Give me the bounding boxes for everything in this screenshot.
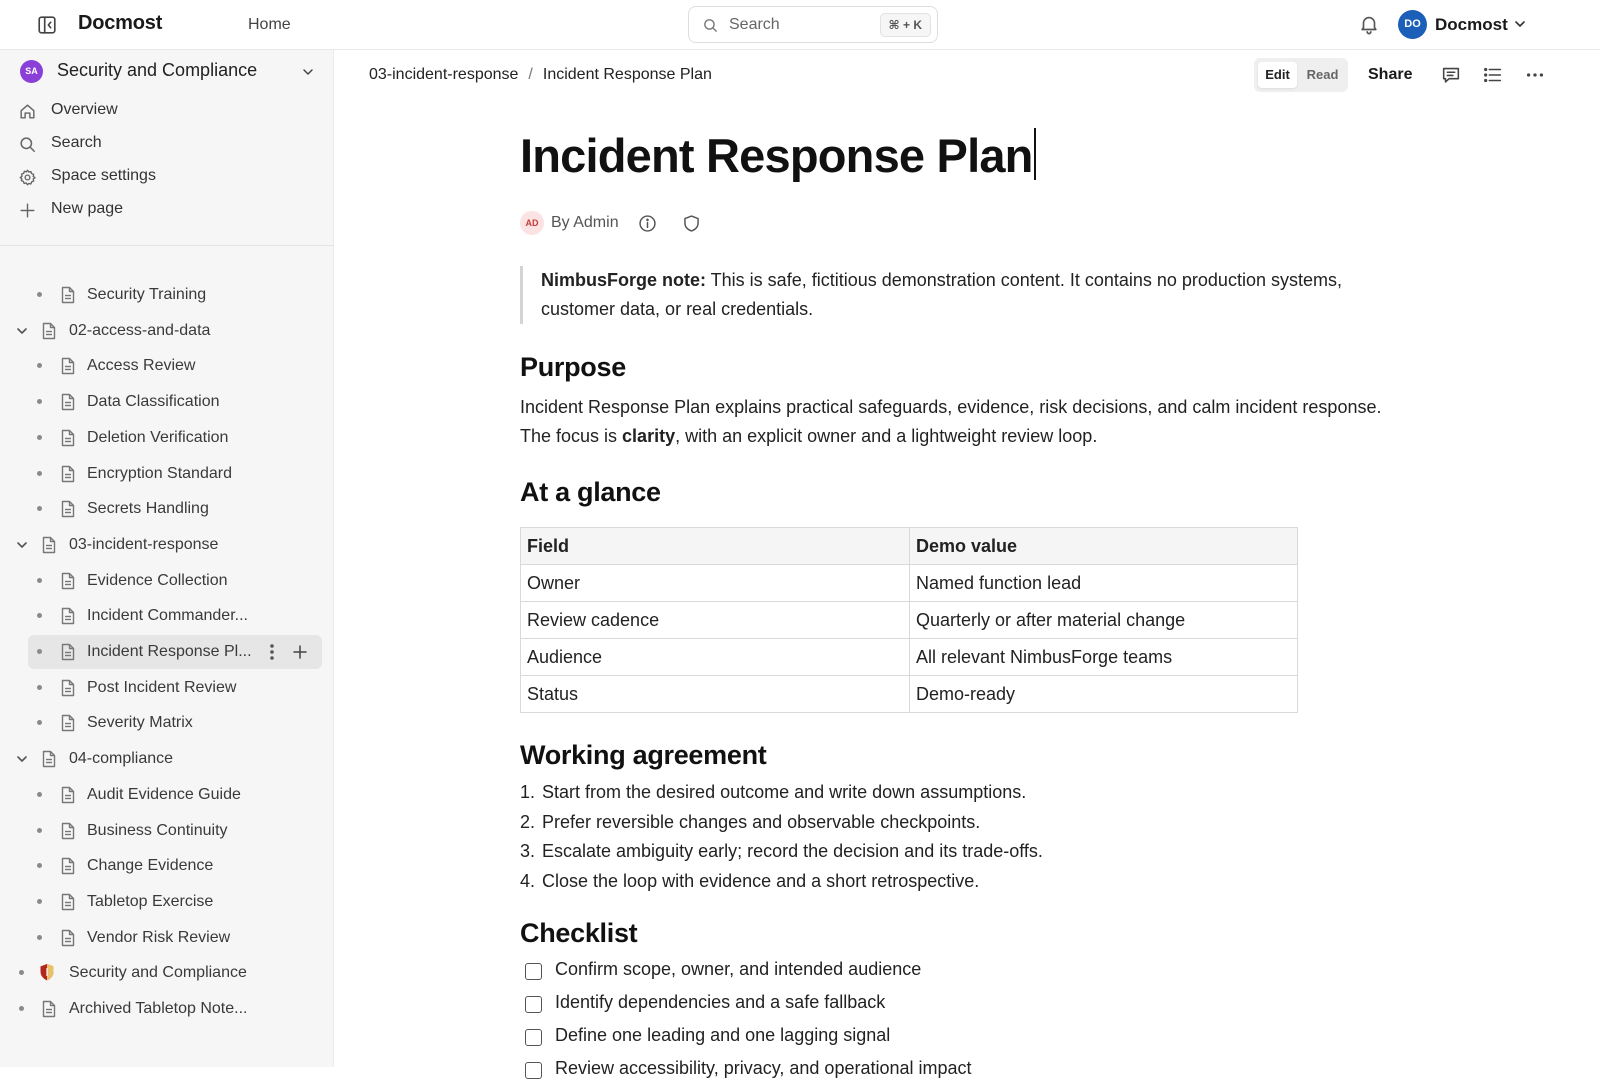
tree-bullet	[37, 578, 42, 583]
callout-text: This is safe, fictitious demonstration content. It contains no production systems, customer data, or real credentials.	[541, 270, 1342, 319]
checklist-item	[520, 1022, 1320, 1055]
tree-item-label: Business Continuity	[87, 821, 228, 839]
list-number: 3.	[520, 841, 536, 861]
document-icon	[60, 286, 76, 304]
table-header-cell[interactable]: Field	[521, 528, 910, 565]
tree-item[interactable]	[16, 671, 316, 705]
document-icon	[41, 1000, 57, 1018]
tree-bullet	[37, 613, 42, 618]
callout-label: NimbusForge note:	[541, 270, 706, 290]
tree-bullet	[37, 649, 42, 654]
checklist-item	[520, 1055, 1320, 1088]
tree-item[interactable]	[16, 599, 316, 633]
user-menu-name[interactable]: Docmost	[1435, 15, 1508, 34]
user-avatar[interactable]: DO	[1398, 10, 1427, 39]
tree-item-label: 03-incident-response	[69, 535, 219, 553]
document-icon	[60, 822, 76, 840]
working-agreement-list	[520, 778, 1320, 896]
tree-item-label: 04-compliance	[69, 750, 174, 768]
document-icon	[60, 429, 76, 447]
sidebar-item-label: Search	[51, 134, 102, 151]
comments-icon[interactable]	[1440, 64, 1462, 86]
tree-item-label: Access Review	[87, 357, 196, 375]
checklist-item-text[interactable]: Review accessibility, privacy, and operational impact	[555, 1058, 972, 1078]
tree-item[interactable]	[16, 849, 316, 883]
sidebar-item-overview[interactable]	[18, 97, 318, 125]
table-cell[interactable]: Audience	[521, 639, 910, 676]
edit-read-toggle	[1254, 58, 1348, 92]
notifications-bell-icon[interactable]	[1358, 13, 1380, 35]
table-of-contents-icon[interactable]	[1482, 64, 1504, 86]
chevron-down-icon[interactable]	[1512, 16, 1528, 32]
tree-item-label: Audit Evidence Guide	[87, 785, 241, 803]
list-item-text: Prefer reversible changes and observable checkpoints.	[542, 811, 981, 832]
checkbox[interactable]	[525, 1029, 542, 1046]
tree-item[interactable]	[16, 349, 316, 383]
tree-item-label: Secrets Handling	[87, 500, 209, 518]
space-avatar: SA	[20, 60, 43, 83]
sidebar-item-space-settings[interactable]	[18, 163, 318, 191]
document-icon	[60, 607, 76, 625]
list-item	[520, 837, 1320, 867]
tree-item-label: Archived Tabletop Note...	[69, 1000, 248, 1017]
tree-bullet	[37, 506, 42, 511]
tree-item[interactable]	[16, 921, 316, 955]
tree-item[interactable]	[16, 457, 316, 491]
heading-purpose: Purpose	[520, 352, 626, 382]
document-icon	[60, 786, 76, 804]
breadcrumb-current[interactable]: Incident Response Plan	[542, 66, 712, 83]
heading-at-a-glance: At a glance	[520, 477, 661, 507]
tree-item-label: Severity Matrix	[87, 714, 193, 732]
tree-item[interactable]	[16, 885, 316, 919]
search-button[interactable]	[688, 6, 938, 43]
heading-checklist: Checklist	[520, 918, 638, 948]
tree-bullet	[37, 399, 42, 404]
text-cursor	[1034, 128, 1036, 180]
tree-item-label: Tabletop Exercise	[87, 892, 214, 910]
tree-item-label: Encryption Standard	[87, 464, 232, 482]
space-switcher[interactable]	[20, 60, 320, 92]
document-icon	[60, 393, 76, 411]
tree-bullet	[37, 863, 42, 868]
note-callout	[520, 266, 1380, 324]
tree-item[interactable]	[16, 421, 316, 455]
list-item	[520, 808, 1320, 838]
checklist-item	[520, 989, 1320, 1022]
table-row	[521, 676, 1298, 713]
document-icon	[60, 572, 76, 590]
tree-item[interactable]	[16, 528, 316, 562]
sidebar-toggle-icon[interactable]	[36, 14, 58, 36]
tree-item[interactable]	[16, 814, 316, 848]
breadcrumb	[369, 66, 712, 84]
document-icon	[41, 536, 57, 554]
list-number: 2.	[520, 811, 536, 832]
tree-item-label: Evidence Collection	[87, 571, 228, 589]
tree-item-label: Incident Response Pl...	[87, 643, 252, 660]
chevron-down-icon[interactable]	[14, 323, 30, 339]
tree-bullet	[37, 935, 42, 940]
table-cell[interactable]: All relevant NimbusForge teams	[910, 639, 1298, 676]
checklist-item-text[interactable]: Identify dependencies and a safe fallback	[555, 992, 886, 1012]
read-mode-button[interactable]: Read	[1306, 67, 1339, 82]
tree-item[interactable]	[16, 706, 316, 740]
heading-working-agreement: Working agreement	[520, 740, 767, 770]
chevron-down-icon[interactable]	[300, 64, 316, 80]
home-icon	[18, 102, 37, 121]
document-icon	[60, 465, 76, 483]
share-button[interactable]: Share	[1368, 66, 1413, 83]
tree-item-label: Security and Compliance	[69, 964, 247, 982]
list-item-text: Start from the desired outcome and write down assumptions.	[542, 782, 1027, 802]
tree-item-label: 02-access-and-data	[69, 321, 211, 339]
search-shortcut-hint: ⌘ + K	[880, 13, 931, 37]
byline	[520, 211, 820, 237]
page-title-text: Incident Response Plan	[520, 129, 1033, 182]
checklist	[520, 956, 1320, 1088]
list-item	[520, 778, 1320, 808]
list-number: 4.	[520, 870, 536, 891]
tree-item-label: Data Classification	[87, 393, 220, 411]
table-cell[interactable]: Named function lead	[910, 565, 1298, 602]
document-icon	[60, 357, 76, 375]
tree-item[interactable]	[16, 314, 316, 348]
document-icon	[60, 857, 76, 875]
tree-item-label: Deletion Verification	[87, 428, 229, 446]
search-label: Search	[729, 16, 780, 33]
sidebar-item-search[interactable]	[18, 130, 318, 158]
tree-item-label: Post Incident Review	[87, 678, 237, 696]
table-row	[521, 602, 1298, 639]
table-row	[521, 639, 1298, 676]
search-icon	[702, 17, 719, 34]
page-title[interactable]	[520, 128, 1036, 183]
checkbox[interactable]	[525, 1062, 542, 1079]
list-item-text: Close the loop with evidence and a short retrospective.	[542, 870, 980, 891]
tree-bullet	[37, 471, 42, 476]
tree-item-label: Incident Commander...	[87, 607, 248, 625]
table-cell[interactable]: Status	[521, 676, 910, 713]
sidebar-item-new-page[interactable]	[18, 196, 318, 224]
document-icon	[60, 500, 76, 518]
document-icon	[41, 322, 57, 340]
tree-item-label: Change Evidence	[87, 857, 214, 875]
table-cell[interactable]: Quarterly or after material change	[910, 602, 1298, 639]
tree-item[interactable]	[16, 956, 316, 990]
edit-mode-button[interactable]: Edit	[1258, 62, 1297, 88]
table-row	[521, 565, 1298, 602]
chevron-down-icon[interactable]	[14, 537, 30, 553]
table-header-cell[interactable]: Demo value	[910, 528, 1298, 565]
list-item-text: Escalate ambiguity early; record the decision and its trade-offs.	[542, 841, 1043, 861]
tree-bullet	[19, 970, 24, 975]
tree-bullet	[37, 899, 42, 904]
document-icon	[60, 893, 76, 911]
tree-item[interactable]	[16, 992, 316, 1026]
sidebar-divider	[0, 245, 334, 246]
tree-item[interactable]	[16, 278, 316, 312]
tree-bullet	[37, 828, 42, 833]
table-cell[interactable]: Owner	[521, 565, 910, 602]
table-cell[interactable]: Review cadence	[521, 602, 910, 639]
purpose-paragraph	[520, 393, 1400, 451]
checklist-item	[520, 956, 1320, 989]
list-number: 1.	[520, 782, 536, 802]
plus-icon	[18, 201, 37, 220]
gear-icon	[18, 168, 37, 187]
purpose-text: Incident Response Plan explains practical safeguards, evidence, risk decisions, and calm incident response. The focus is	[520, 397, 1382, 446]
checklist-item-text[interactable]: Define one leading and one lagging signal	[555, 1025, 891, 1045]
more-vertical-icon[interactable]	[264, 642, 280, 662]
tree-item[interactable]	[16, 564, 316, 598]
tree-bullet	[19, 1006, 24, 1011]
document-icon	[60, 679, 76, 697]
shield-emoji-icon	[39, 963, 55, 982]
space-name: Security and Compliance	[57, 60, 258, 80]
tree-bullet	[37, 685, 42, 690]
table-cell[interactable]: Demo-ready	[910, 676, 1298, 713]
sidebar	[0, 50, 334, 1067]
author-byline: By Admin	[551, 214, 619, 231]
app-logo[interactable]: Docmost	[78, 12, 163, 34]
sidebar-item-label: New page	[51, 200, 124, 217]
info-icon[interactable]	[637, 213, 658, 234]
checkbox[interactable]	[525, 996, 542, 1013]
sidebar-item-label: Overview	[51, 101, 118, 118]
tree-bullet	[37, 363, 42, 368]
document-icon	[60, 643, 76, 661]
document-icon	[60, 929, 76, 947]
tree-item-label: Vendor Risk Review	[87, 928, 231, 946]
purpose-text-end: , with an explicit owner and a lightweight review loop.	[675, 426, 1098, 446]
search-icon	[18, 135, 37, 154]
more-options-icon[interactable]	[1524, 64, 1546, 86]
purpose-emphasis: clarity	[622, 426, 676, 446]
tree-item[interactable]	[16, 492, 316, 526]
tree-item[interactable]	[16, 742, 316, 776]
tree-bullet	[37, 292, 42, 297]
document-icon	[60, 714, 76, 732]
sidebar-item-label: Space settings	[51, 167, 156, 184]
add-child-page-icon[interactable]	[291, 643, 309, 661]
breadcrumb-separator: /	[528, 66, 533, 83]
tree-item[interactable]	[16, 385, 316, 419]
tree-item-actions	[264, 642, 314, 662]
tree-item-label: Security Training	[87, 286, 207, 303]
at-a-glance-table	[520, 527, 1298, 713]
tree-bullet	[37, 792, 42, 797]
author-avatar: AD	[520, 211, 544, 235]
tree-item[interactable]	[28, 635, 322, 669]
shield-icon[interactable]	[681, 213, 702, 234]
list-item	[520, 867, 1320, 897]
tree-bullet	[37, 435, 42, 440]
top-bar	[0, 0, 1600, 50]
checklist-item-text[interactable]: Confirm scope, owner, and intended audience	[555, 959, 922, 979]
chevron-down-icon[interactable]	[14, 751, 30, 767]
checkbox[interactable]	[525, 963, 542, 980]
tree-bullet	[37, 720, 42, 725]
table-header-row	[521, 528, 1298, 565]
document-icon	[41, 750, 57, 768]
tree-item[interactable]	[16, 778, 316, 812]
breadcrumb-parent[interactable]: 03-incident-response	[369, 66, 519, 83]
home-link[interactable]: Home	[248, 16, 291, 33]
